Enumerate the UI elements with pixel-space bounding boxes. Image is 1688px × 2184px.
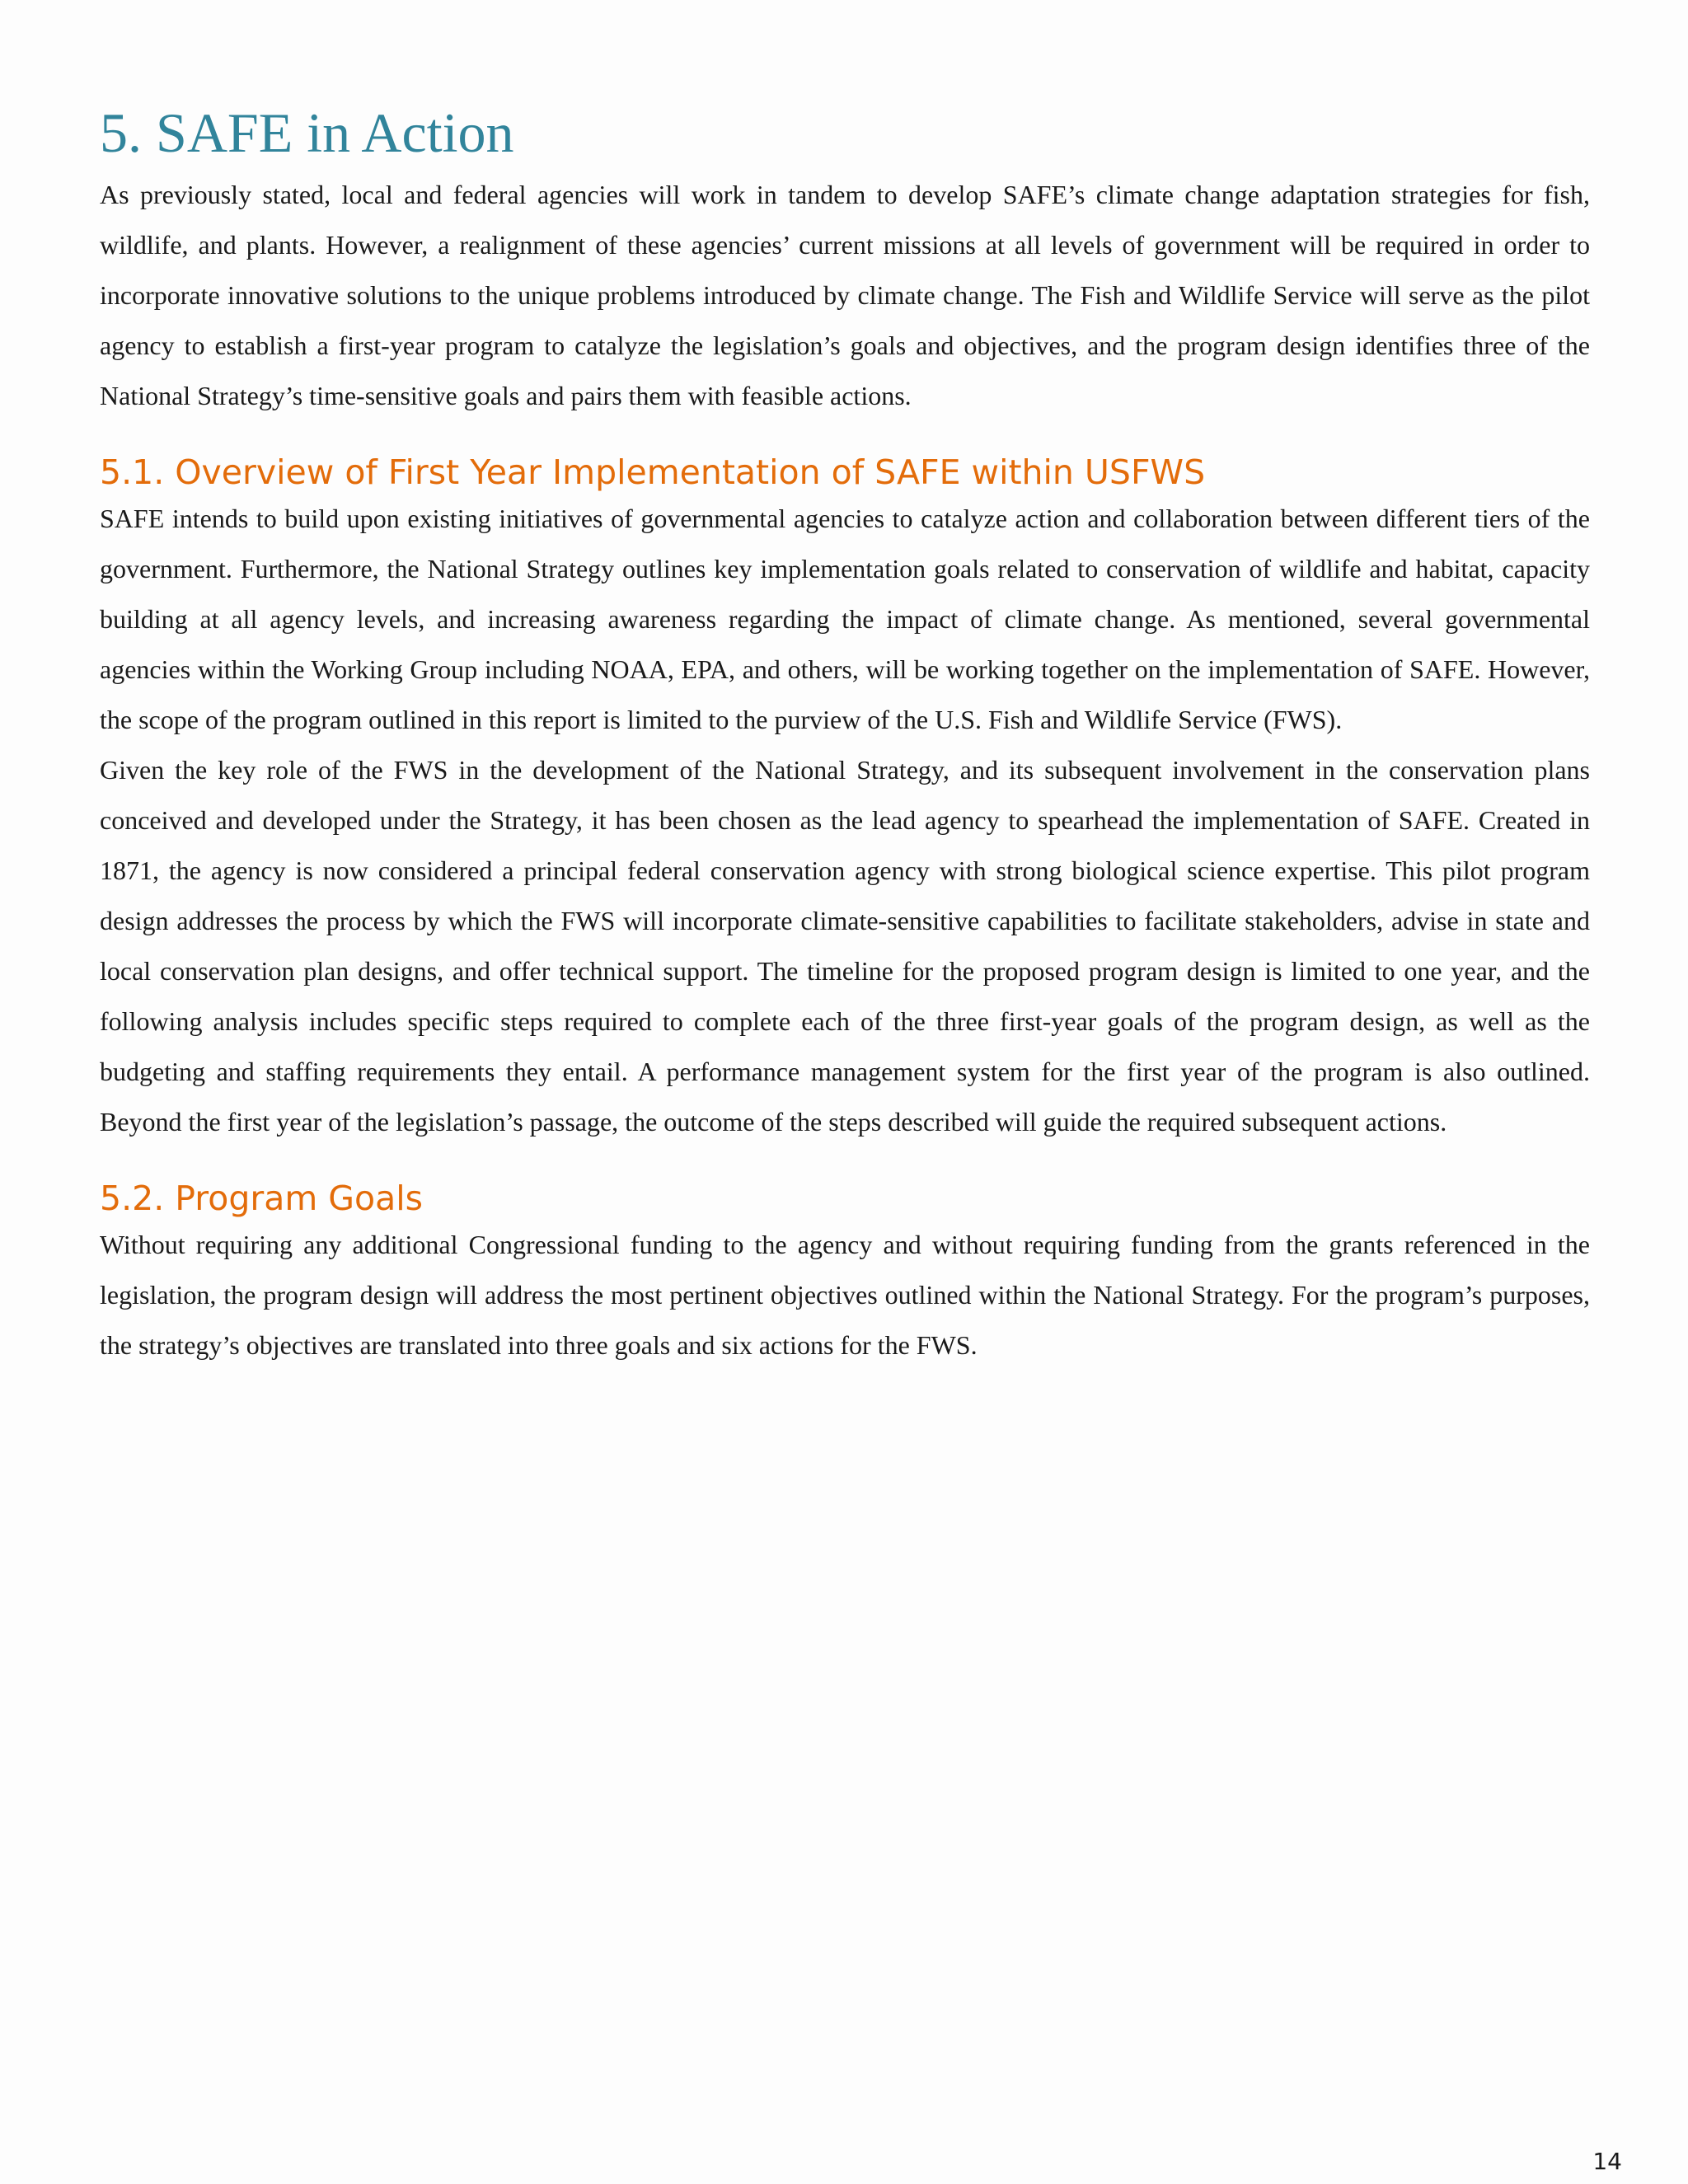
chapter-title: 5. SAFE in Action	[100, 101, 514, 164]
section-paragraph: SAFE intends to build upon existing initiatives of governmental agencies to catalyze action and collaboration between different tiers of the government. Furthermore, the National Strategy outlines key implementation goals related to conservation of wildlife and habitat, capacity building at all agency levels, and increasing awareness regarding the impact of climate change. As mentioned, several governmental agencies within the Working Group including NOAA, EPA, and others, will be working together on the implementation of SAFE. However, the scope of the program outlined in this report is limited to the purview of the U.S. Fish and Wildlife Service (FWS).	[100, 504, 1590, 734]
page-number: 14	[1592, 2148, 1622, 2175]
section-heading: 5.2. Program Goals	[100, 1179, 424, 1218]
section-heading: 5.1. Overview of First Year Implementation of SAFE within USFWS	[100, 452, 1206, 492]
section-5-2	[100, 1177, 1590, 1371]
section-paragraph: Without requiring any additional Congressional funding to the agency and without requiring funding from the grants referenced in the legislation, the program design will address the most pertinent objectives outlined within the National Strategy. For the program’s purposes, the strategy’s objectives are translated into three goals and six actions for the FWS.	[100, 1230, 1590, 1360]
section-5-1	[100, 451, 1590, 1147]
page-content	[100, 96, 1590, 1371]
intro-paragraph: As previously stated, local and federal agencies will work in tandem to develop SAFE’s climate change adaptation strategies for fish, wildlife, and plants. However, a realignment of these agencies’ current missions at all levels of government will be required in order to incorporate innovative solutions to the unique problems introduced by climate change. The Fish and Wildlife Service will serve as the pilot agency to establish a first-year program to catalyze the legislation’s goals and objectives, and the program design identifies three of the National Strategy’s time-sensitive goals and pairs them with feasible actions.	[100, 180, 1590, 410]
section-paragraph: Given the key role of the FWS in the development of the National Strategy, and its subsequent involvement in the conservation plans conceived and developed under the Strategy, it has been chosen as the lead agency to spearhead the implementation of SAFE. Created in 1871, the agency is now considered a principal federal conservation agency with strong biological science expertise. This pilot program design addresses the process by which the FWS will incorporate climate-sensitive capabilities to facilitate stakeholders, advise in state and local conservation plan designs, and offer technical support. The timeline for the proposed program design is limited to one year, and the following analysis includes specific steps required to complete each of the three first-year goals of the program design, as well as the budgeting and staffing requirements they entail. A performance management system for the first year of the program is also outlined. Beyond the first year of the legislation’s passage, the outcome of the steps described will guide the required subsequent actions.	[100, 755, 1590, 1137]
